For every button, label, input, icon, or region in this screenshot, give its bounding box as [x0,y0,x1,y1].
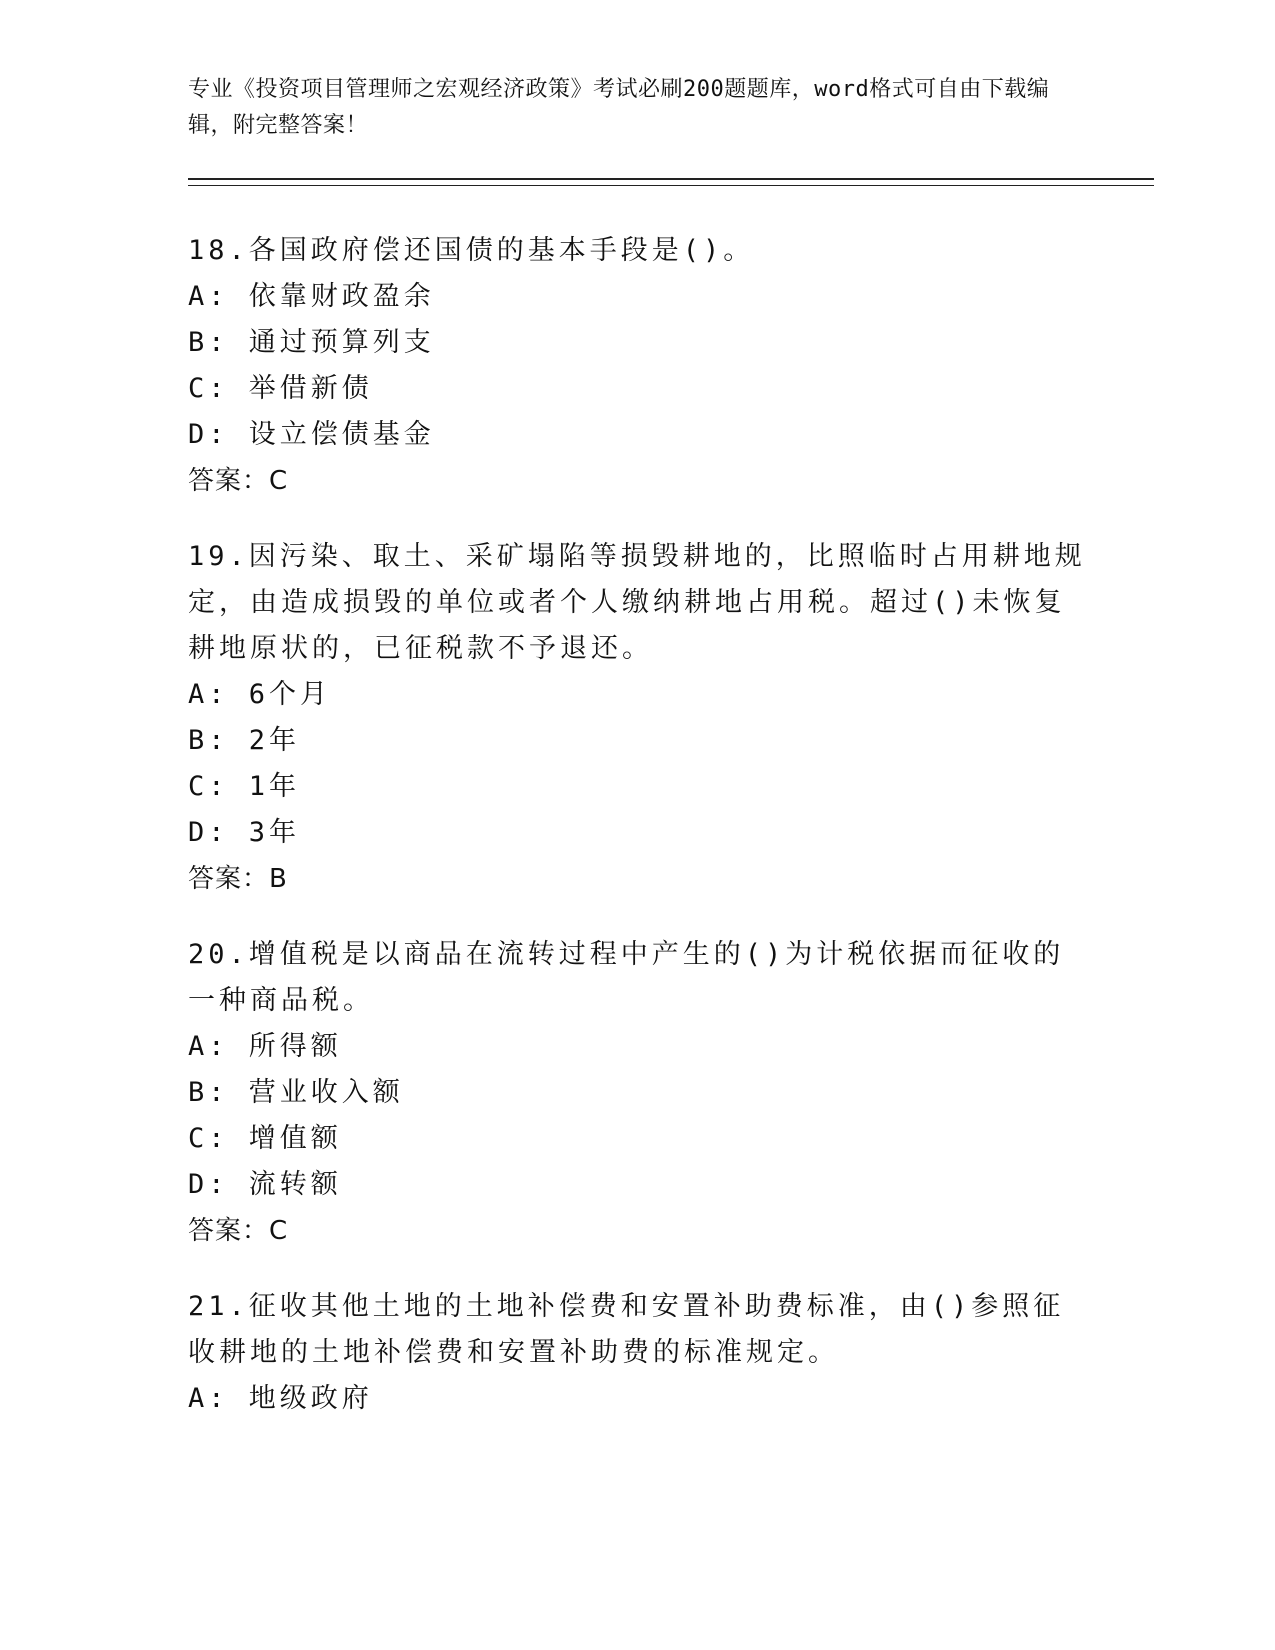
question-list [188,228,1088,1452]
document-header: 专业《投资项目管理师之宏观经济政策》考试必刷200题题库，word格式可自由下载编辑，附完整答案！ [188,77,1050,138]
answer: 答案：B [188,864,288,894]
answer: 答案：C [188,466,289,496]
answer: 答案：C [188,1216,289,1246]
question-text: 21.征收其他土地的土地补偿费和安置补助费标准，由()参照征收耕地的土地补偿费和安置补助费的标准规定。 [188,1291,1065,1368]
option-d: D: 3年 [188,817,301,848]
question-text: 19.因污染、取土、采矿塌陷等损毁耕地的，比照临时占用耕地规定，由造成损毁的单位或者个人缴纳耕地占用税。超过()未恢复耕地原状的，已征税款不予退还。 [188,541,1086,664]
question-21 [188,1284,1088,1422]
option-c: C: 增值额 [188,1123,342,1154]
option-a: A: 6个月 [188,679,332,710]
option-a: A: 所得额 [188,1031,342,1062]
option-c: C: 举借新债 [188,373,373,404]
question-text: 20.增值税是以商品在流转过程中产生的()为计税依据而征收的一种商品税。 [188,939,1065,1016]
option-a: A: 依靠财政盈余 [188,281,435,312]
question-20 [188,932,1088,1254]
header-divider [188,178,1154,186]
question-text: 18.各国政府偿还国债的基本手段是()。 [188,235,755,266]
option-d: D: 设立偿债基金 [188,419,435,450]
option-d: D: 流转额 [188,1169,342,1200]
question-19 [188,534,1088,902]
option-b: B: 通过预算列支 [188,327,435,358]
option-b: B: 2年 [188,725,301,756]
option-a: A: 地级政府 [188,1383,373,1414]
option-c: C: 1年 [188,771,301,802]
question-18 [188,228,1088,504]
option-b: B: 营业收入额 [188,1077,404,1108]
